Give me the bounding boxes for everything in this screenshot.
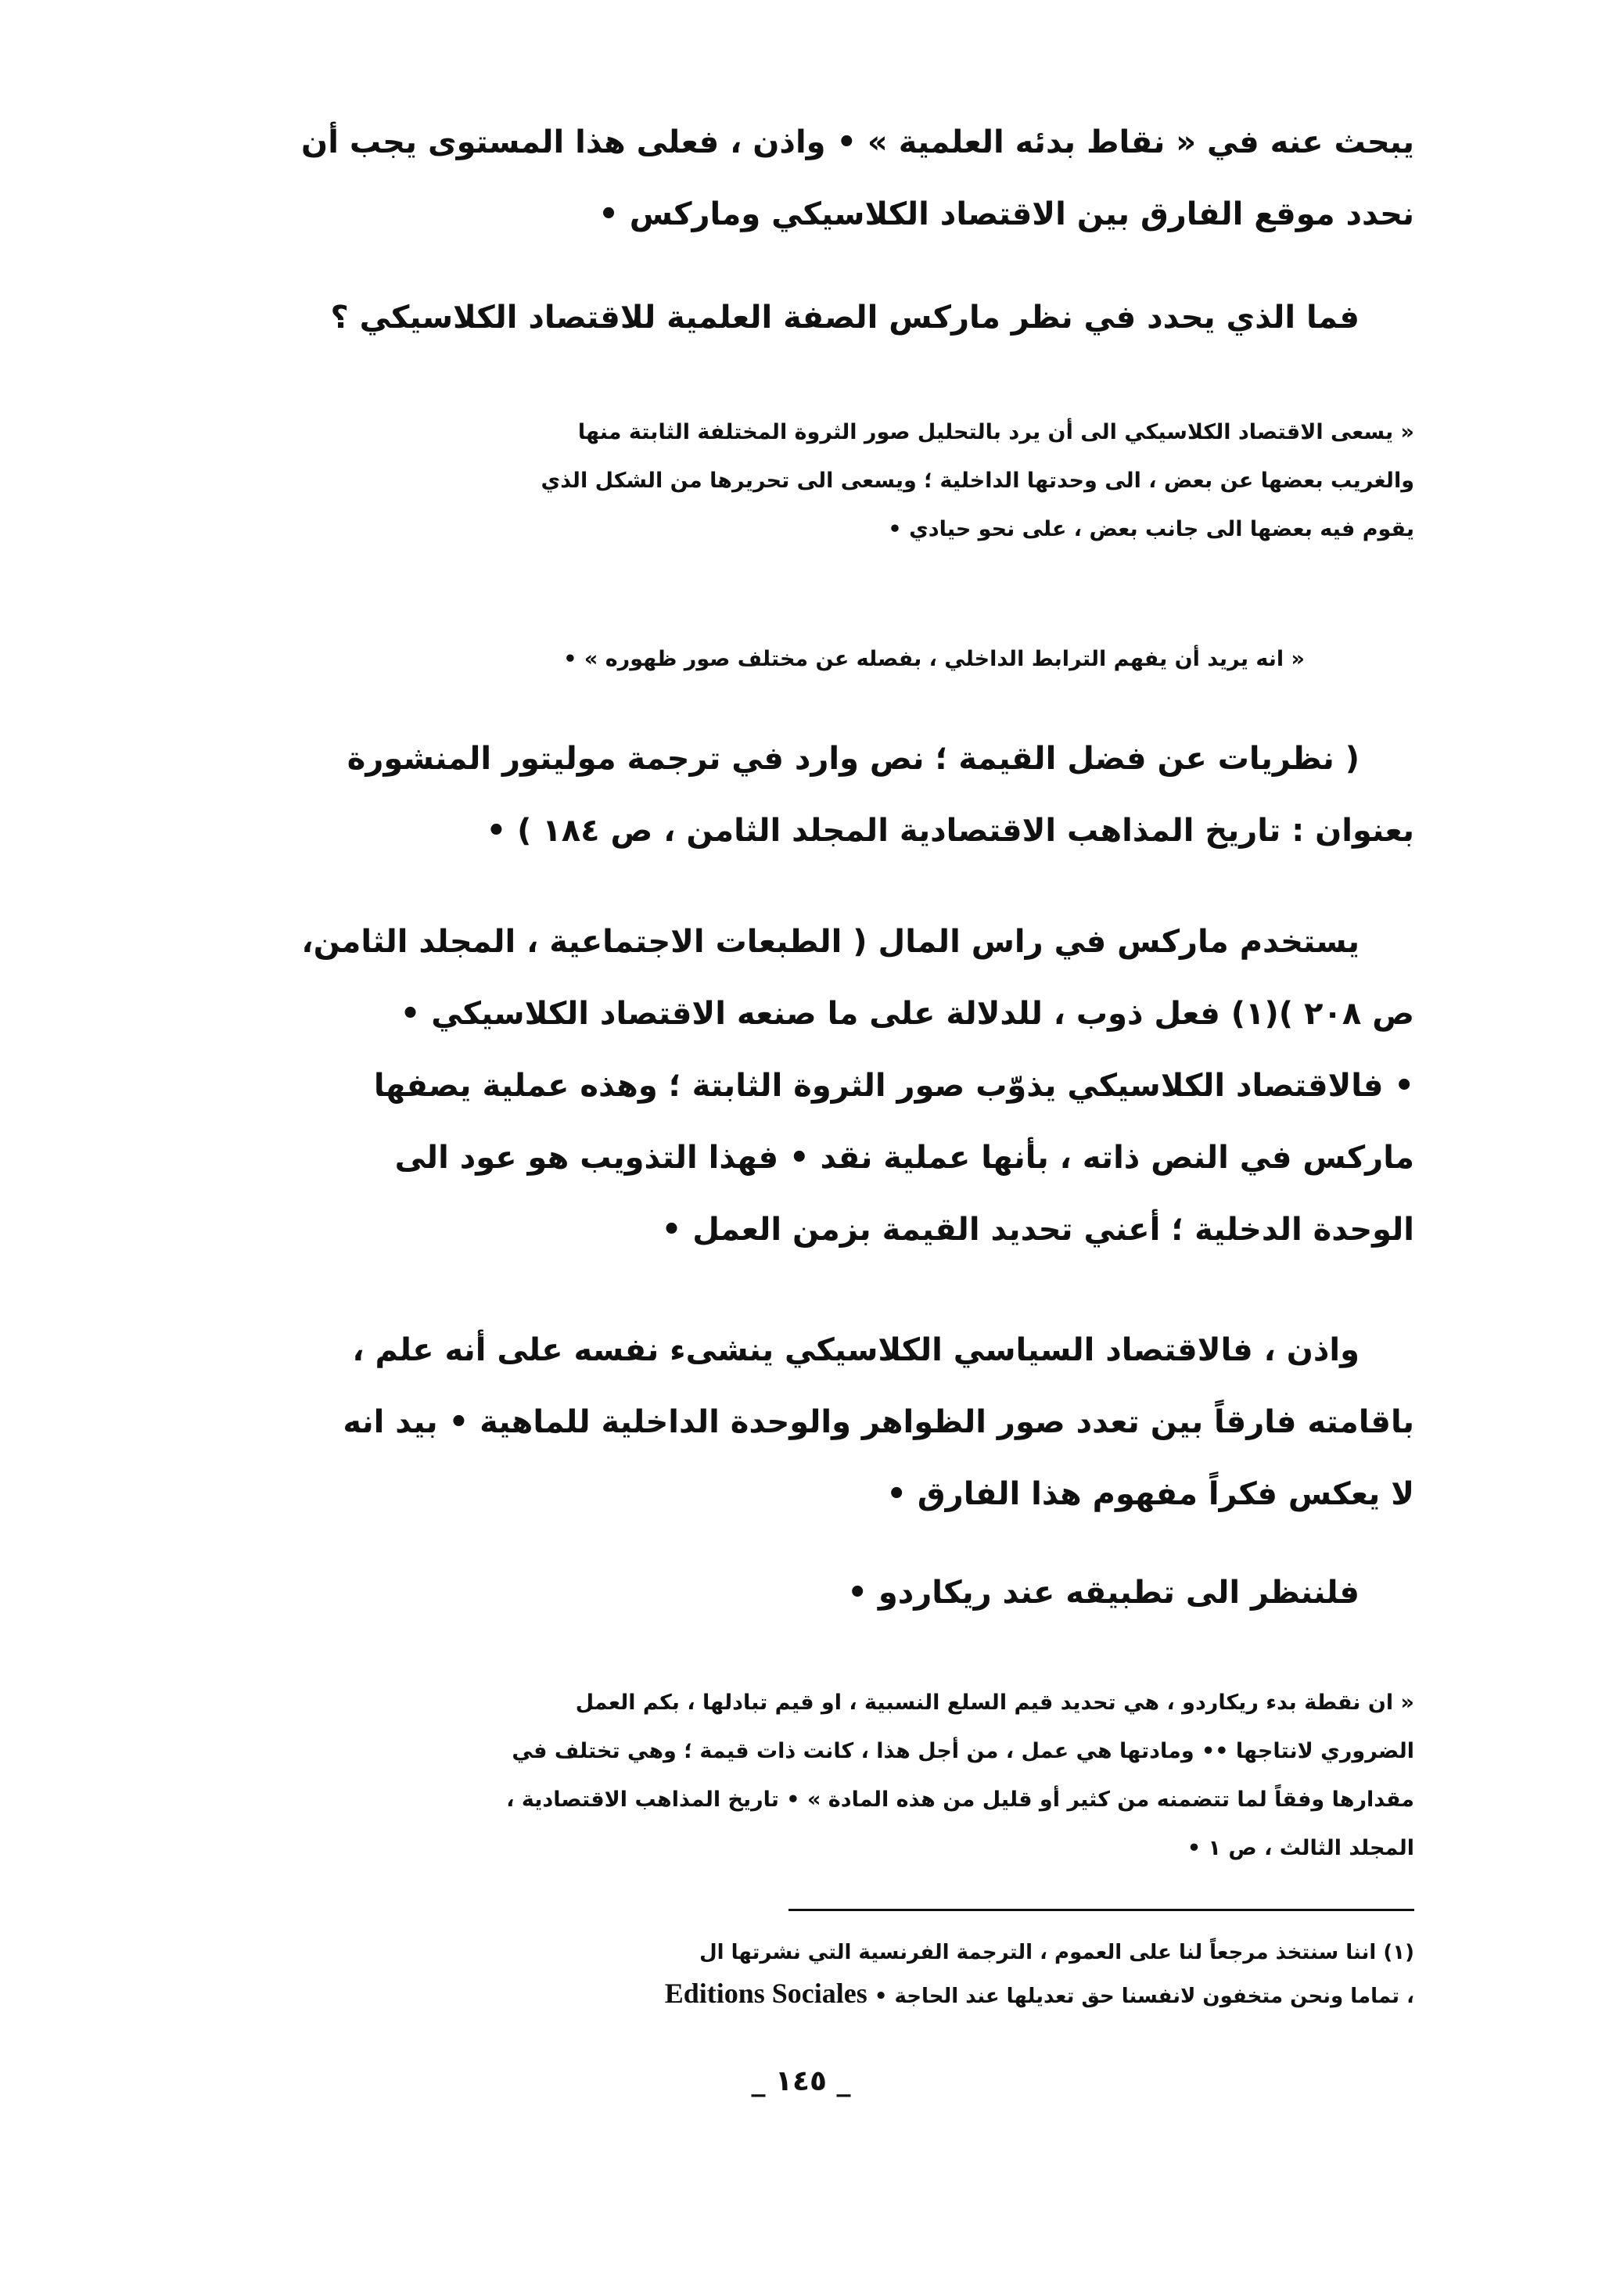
text-line: • فالاقتصاد الكلاسيكي يذوّب صور الثروة الثابتة ؛ وهذه عملية يصفها — [373, 1068, 1414, 1104]
quote-2 — [174, 635, 1414, 684]
text-line: فلننظر الى تطبيقه عند ريكاردو • — [847, 1575, 1360, 1611]
footnote-line — [174, 1973, 1414, 2017]
paragraph-4 — [174, 906, 1414, 1266]
text-line: « ان نقطة بدء ريكاردو ، هي تحديد قيم السلع النسبية ، او قيم تبادلها ، بكم العمل — [575, 1691, 1414, 1715]
text-line: والغريب بعضها عن بعض ، الى وحدتها الداخلية ؛ ويسعى الى تحريرها من الشكل الذي — [541, 469, 1414, 493]
paragraph-5 — [174, 1314, 1414, 1530]
footnote-line: (١) اننا سنتخذ مرجعاً لنا على العموم ، الترجمة الفرنسية التي نشرتها ال — [699, 1941, 1414, 1964]
text-line: المجلد الثالث ، ص ١ • — [1187, 1836, 1414, 1860]
text-line: فما الذي يحدد في نظر ماركس الصفة العلمية للاقتصاد الكلاسيكي ؟ — [330, 300, 1360, 336]
text-line: مقدارها وفقاً لما تتضمنه من كثير أو قليل من هذه المادة » • تاريخ المذاهب الاقتصادية ، — [506, 1788, 1414, 1812]
publisher-name: Editions Sociales — [664, 1978, 867, 2009]
quote-1 — [174, 408, 1414, 554]
text-line: واذن ، فالاقتصاد السياسي الكلاسيكي ينشىء نفسه على أنه علم ، — [352, 1332, 1360, 1368]
footnote-divider — [788, 1909, 1414, 1911]
paragraph-6 — [174, 1557, 1414, 1629]
text-line: « انه يريد أن يفهم الترابط الداخلي ، بفصله عن مختلف صور ظهوره » • — [563, 647, 1305, 671]
footnote-text: ، تماما ونحن متخفون لانفسنا حق تعديلها عند الحاجة • — [874, 1985, 1414, 2008]
text-line: ماركس في النص ذاته ، بأنها عملية نقد • فهذا التذويب هو عود الى — [394, 1140, 1414, 1176]
text-line: يستخدم ماركس في راس المال ( الطبعات الاجتماعية ، المجلد الثامن، — [301, 924, 1360, 960]
text-line: « يسعى الاقتصاد الكلاسيكي الى أن يرد بالتحليل صور الثروة المختلفة الثابتة منها — [577, 420, 1414, 444]
paragraph-3 — [174, 723, 1414, 867]
text-line: لا يعكس فكراً مفهوم هذا الفارق • — [886, 1476, 1414, 1512]
text-line: باقامته فارقاً بين تعدد صور الظواهر والوحدة الداخلية للماهية • بيد انه — [343, 1404, 1414, 1440]
paragraph-2 — [174, 282, 1414, 354]
text-line: يبحث عنه في « نقاط بدئه العلمية » • واذن ، فعلى هذا المستوى يجب أن — [301, 124, 1414, 160]
text-line: ( نظريات عن فضل القيمة ؛ نص وارد في ترجمة موليتور المنشورة — [347, 741, 1360, 777]
quote-3 — [174, 1679, 1414, 1873]
text-line: ص ٢٠٨ )(١) فعل ذوب ، للدلالة على ما صنعه الاقتصاد الكلاسيكي • — [400, 996, 1414, 1032]
text-line: نحدد موقع الفارق بين الاقتصاد الكلاسيكي وماركس • — [598, 196, 1414, 232]
text-line: يقوم فيه بعضها الى جانب بعض ، على نحو حيادي • — [888, 517, 1414, 541]
text-line: الوحدة الدخلية ؛ أعني تحديد القيمة بزمن العمل • — [661, 1212, 1414, 1248]
text-line: الضروري لانتاجها •• ومادتها هي عمل ، من أجل هذا ، كانت ذات قيمة ؛ وهي تختلف في — [512, 1739, 1414, 1763]
page-number: _ ١٤٥ _ — [751, 2065, 851, 2097]
text-line: بعنوان : تاريخ المذاهب الاقتصادية المجلد الثامن ، ص ١٨٤ ) • — [486, 813, 1414, 849]
paragraph-1 — [174, 106, 1414, 250]
footnote — [174, 1932, 1414, 2017]
